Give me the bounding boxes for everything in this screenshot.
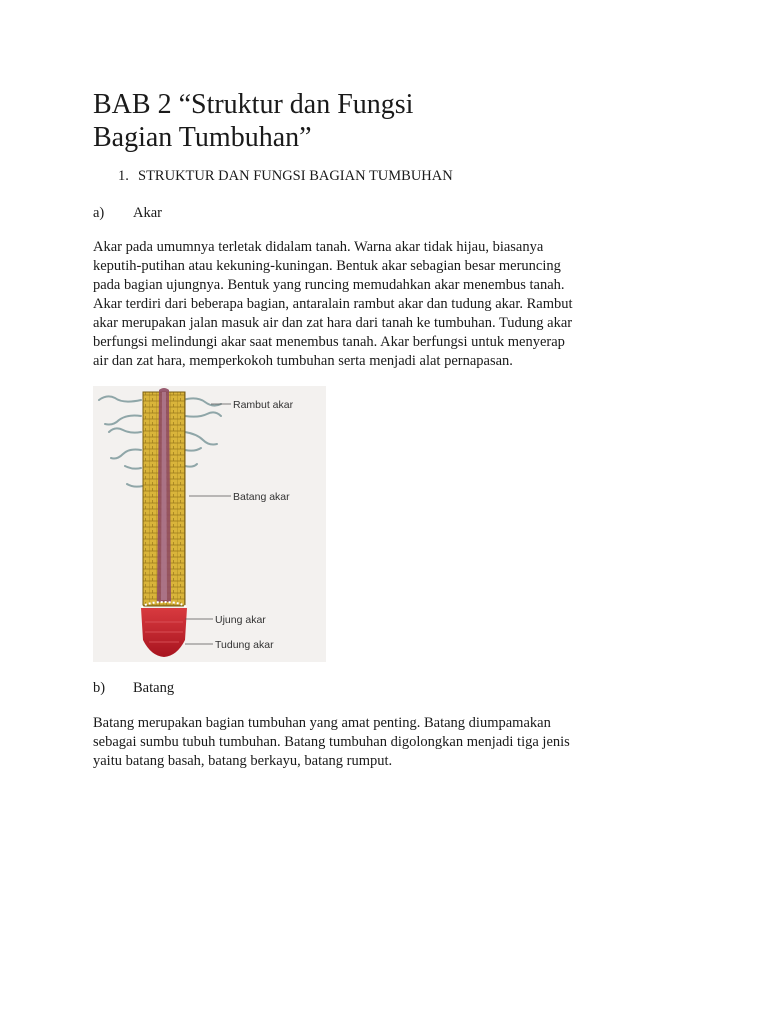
- paragraph-akar: [93, 238, 683, 371]
- title-line-2: Bagian Tumbuhan”: [93, 122, 312, 153]
- text-line: sebagai sumbu tubuh tumbuhan. Batang tumbuhan digolongkan menjadi tiga jenis: [93, 734, 570, 750]
- text-line: air dan zat hara, memperkokoh tumbuhan serta menjadi alat pernapasan.: [93, 353, 513, 369]
- root-diagram: [93, 386, 326, 662]
- label-tudung-akar: Tudung akar: [215, 639, 274, 651]
- text-line: akar merupakan jalan masuk air dan zat hara dari tanah ke tumbuhan. Tudung akar: [93, 315, 573, 331]
- subheading-batang: [93, 680, 174, 697]
- text-line: yaitu batang basah, batang berkayu, batang rumput.: [93, 753, 393, 769]
- text-line: Akar terdiri dari beberapa bagian, antaralain rambut akar dan tudung akar. Rambut: [93, 296, 573, 312]
- paragraph-batang: [93, 714, 683, 771]
- subheading-akar: [93, 205, 162, 222]
- title-line-1: BAB 2 “Struktur dan Fungsi: [93, 89, 414, 120]
- subheading-akar-text: Akar: [133, 205, 162, 221]
- label-ujung-akar: Ujung akar: [215, 614, 266, 626]
- subheading-batang-text: Batang: [133, 680, 175, 696]
- text-line: Batang merupakan bagian tumbuhan yang amat penting. Batang diumpamakan: [93, 715, 551, 731]
- text-line: Akar pada umumnya terletak didalam tanah. Warna akar tidak hijau, biasanya: [93, 239, 544, 255]
- section-number: 1.: [118, 168, 129, 184]
- section-heading: [118, 168, 453, 185]
- subheading-batang-letter: b): [93, 680, 106, 696]
- root-structure-figure: [93, 386, 326, 662]
- figure-background: [93, 386, 326, 662]
- subheading-akar-letter: a): [93, 205, 105, 221]
- text-line: pada bagian ujungnya. Bentuk yang runcing memudahkan akar menembus tanah.: [93, 277, 565, 293]
- chapter-title: [93, 88, 693, 154]
- section-label: STRUKTUR DAN FUNGSI BAGIAN TUMBUHAN: [138, 168, 453, 184]
- text-line: keputih-putihan atau kekuning-kuningan. Bentuk akar sebagian besar meruncing: [93, 258, 561, 274]
- label-batang-akar: Batang akar: [233, 491, 290, 503]
- text-line: berfungsi melindungi akar saat menembus tanah. Akar berfungsi untuk menyerap: [93, 334, 565, 350]
- label-rambut-akar: Rambut akar: [233, 399, 294, 411]
